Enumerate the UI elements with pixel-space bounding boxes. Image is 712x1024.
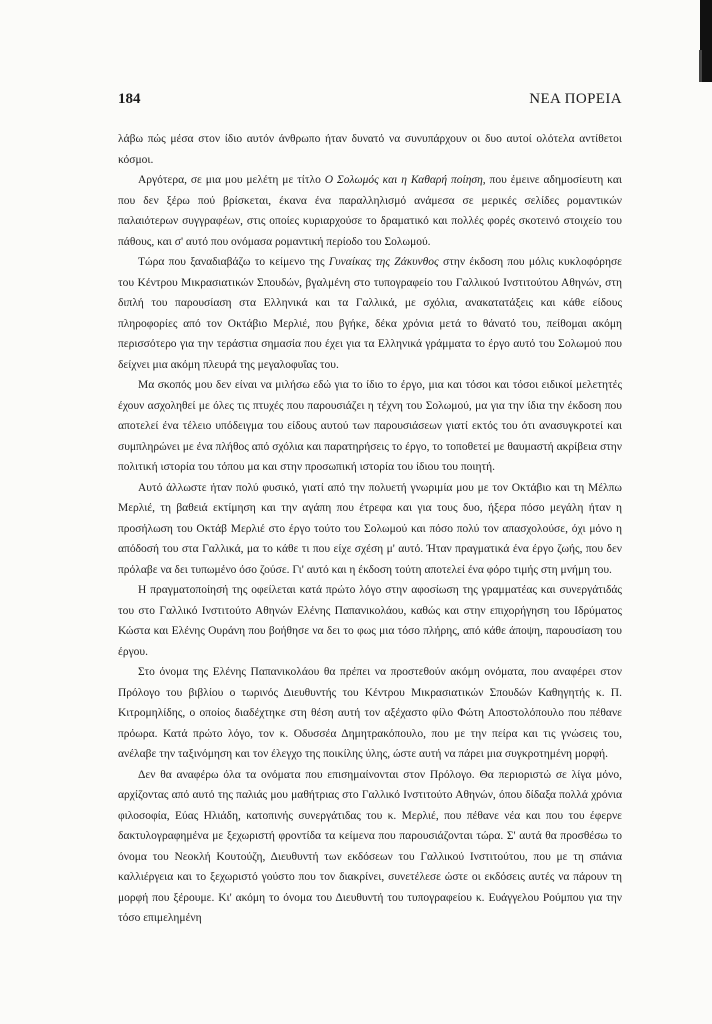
paragraph-8: Δεν θα αναφέρω όλα τα ονόματα που επισημαίνονται στον Πρόλογο. Θα περιοριστώ σε λίγα μόνο, αρχίζοντας από αυτό της παλιάς μου μαθήτριας στο Γαλλικό Ινστιτούτο Αθηνών, όπου δίδαξα πολλά χρόνια φιλοσοφία, Εύας Ηλιάδη, κατοπινής συνεργάτιδας του κ. Μερλιέ, που πέθανε νέα και που του έφερνε δακτυλογραφημένα με ξεχωριστή φροντίδα τα κείμενα που παρουσιάζονται τώρα. Σ' αυτά θα προσθέσω το όνομα του Νεοκλή Κουτούζη, Διευθυντή των εκδόσεων του Γαλλικού Ινστιτούτου, που με τη σπάνια καλλιέργεια και το ξεχωριστό γούστο που τον διακρίνει, συνετέλεσε ώστε οι εκδόσεις αυτές να πάρουν τη μορφή που ξέρουμε. Κι' ακόμη το όνομα του Διευθυντή του τυπογραφείου κ. Ευάγγελου Ρούμπου για την τόσο επιμελημένη xyxy=(118,768,622,924)
body-text xyxy=(118,129,622,949)
paragraph-3-after: στην έκδοση που μόλις κυκλοφόρησε του Κέντρου Μικρασιατικών Σπουδών, βγαλμένη στο τυπογραφείο του Γαλλικού Ινστιτούτου Αθηνών, στη διπλή του παρουσίαση στα Ελληνικά και τα Γαλλικά, με σχόλια, ανακατατάξεις και κάθε είδους πληροφορίες από τον Οκτάβιο Μερλιέ, που βγήκε, δέκα χρόνια μετά το θάνατό του, πείθομαι ακόμη περισσότερο για την τεράστια σημασία που έχει για τα Ελληνικά γράμματα το έργο αυτό του Σολωμού που δείχνει μια ακόμη πλευρά της μεγαλοφυΐας του. xyxy=(118,256,622,371)
paragraph-4: Μα σκοπός μου δεν είναι να μιλήσω εδώ για το ίδιο το έργο, μια και τόσοι και τόσοι ειδικοί μελετητές έχουν ασχοληθεί με όλες τις πτυχές που παρουσιάζει η τέχνη του Σολωμού, μα για την ίδια την έκδοση που αποτελεί ένα τέλειο υπόδειγμα του είδους αυτού των παρουσιάσεων γιατί εκτός του ότι ανασυγκροτεί και συμπληρώνει με ένα πλήθος από σχόλια και παρατηρήσεις το έργο, το τοποθετεί με θαυμαστή ακρίβεια στην πολιτική ιστορία του τόπου μα και στην προσωπική ιστορία του ίδιου του ποιητή. xyxy=(118,379,622,473)
page-header xyxy=(118,91,622,113)
essay-title: Ο Σολωμός και η Καθαρή ποίηση, xyxy=(324,174,486,186)
paragraph-5: Αυτό άλλωστε ήταν πολύ φυσικό, γιατί από την πολυετή γνωριμία μου με τον Οκτάβιο και τη Μέλπω Μερλιέ, τη βαθειά εκτίμηση και την αγάπη που έτρεφα και για τους δυο, ήξερα πόσο μεγάλη ήταν η προσήλωση του Οκτάβ Μερλιέ στο έργο τούτο του Σολωμού και πόσο πολύ τον απασχολούσε, όχι μόνο η απόδοσή του στα Γαλλικά, μα το κάθε τι που είχε σχέση μ' αυτό. Ήταν πραγματικά ένα έργο ζωής, που δεν πρόλαβε να δει τυπωμένο όσο ζούσε. Γι' αυτό και η έκδοση τούτη αποτελεί ένα φόρο τιμής στη μνήμη του. xyxy=(118,481,622,576)
paragraph-6: Η πραγματοποίησή της οφείλεται κατά πρώτο λόγο στην αφοσίωση της γραμματέας και συνεργάτιδάς του στο Γαλλικό Ινστιτούτο Αθηνών Ελένης Παπανικολάου, καθώς και στην επιχορήγηση του Ιδρύματος Κώστα και Ελένης Ουράνη που βοήθησε να δει το φως μια τόσο πλήρης, από κάθε άποψη, παρουσίαση του έργου. xyxy=(118,584,622,658)
paragraph-2-after: που έμεινε αδημοσίευτη και που δεν ξέρω πού βρίσκεται, έκανα ένα παραλληλισμό ανάμεσα σε μερικές σελίδες ρομαντικών παλαιότερων συγγραφέων, στις οποίες κυριαρχούσε το δραματικό και πολλές φορές σκοτεινό στοιχείο του πάθους, και σ' αυτό που ονόμασα ρομαντική περίοδο του Σολωμού. xyxy=(118,174,622,248)
paragraph-3-before: Τώρα που ξαναδιαβάζω το κείμενο της xyxy=(138,256,329,268)
paragraph-7: Στο όνομα της Ελένης Παπανικολάου θα πρέπει να προστεθούν ακόμη ονόματα, που αναφέρει στον Πρόλογο του βιβλίου ο τωρινός Διευθυντής του Κέντρου Μικρασιατικών Σπουδών Καθηγητής κ. Π. Κιτρομηλίδης, ο οποίος διαδέχτηκε στη θέση αυτή τον αξέχαστο φίλο Φώτη Αποστολόπουλο που πέθανε πρόωρα. Κατά πρώτο λόγο, τον κ. Οδυσσέα Δημητρακόπουλο, που με την πείρα και τις γνώσεις του, ανέλαβε την ταξινόμηση και τον έλεγχο της ποικίλης ύλης, ώστε αυτή να πάρει μια συγκροτημένη μορφή. xyxy=(118,666,622,760)
paragraph-1: λάβω πώς μέσα στον ίδιο αυτόν άνθρωπο ήταν δυνατό να συνυπάρχουν οι δυο αυτοί ολότελα αντίθετοι κόσμοι. xyxy=(118,133,622,166)
scan-edge-mark xyxy=(700,0,712,82)
page-number: 184 xyxy=(118,91,141,107)
running-title: ΝΕΑ ΠΟΡΕΙΑ xyxy=(529,91,622,107)
paragraph-3 xyxy=(118,252,622,375)
paragraph-2-before: Αργότερα, σε μια μου μελέτη με τίτλο xyxy=(138,174,325,186)
paragraph-2 xyxy=(118,170,622,252)
work-title: Γυναίκας της Ζάκυνθος xyxy=(328,256,439,268)
